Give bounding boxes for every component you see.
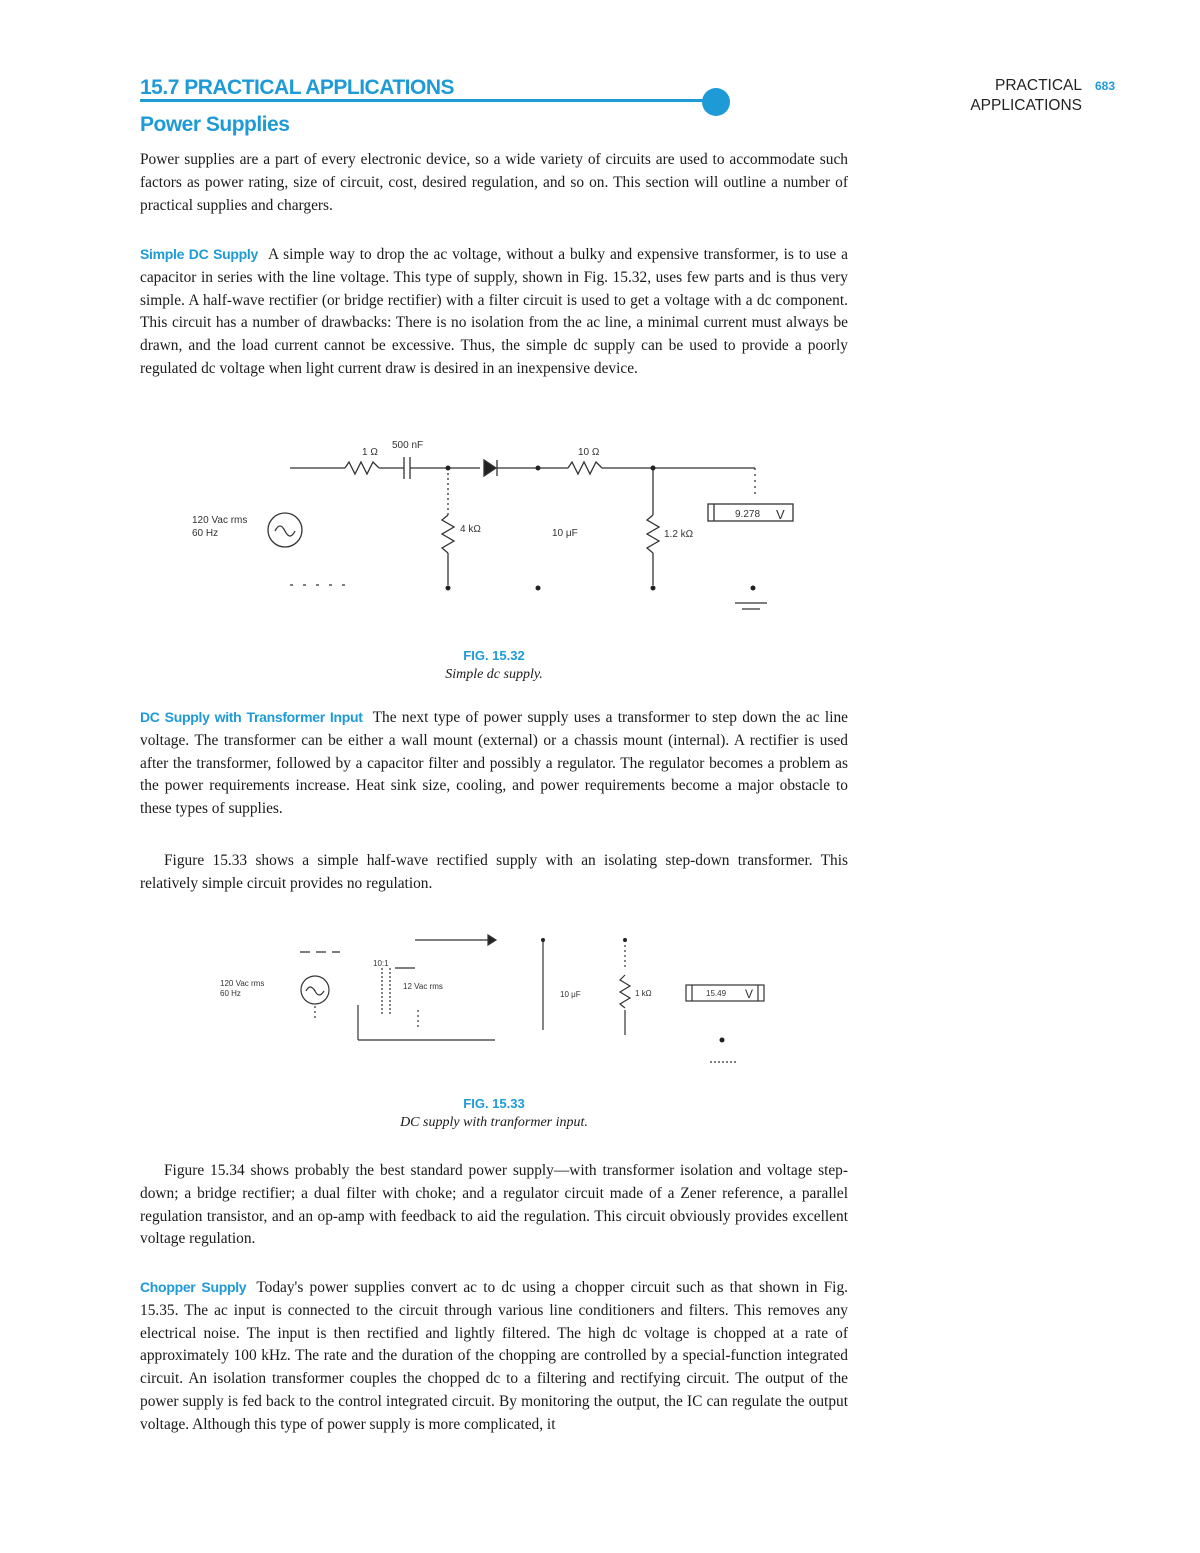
- fig-15-32-caption: Simple dc supply.: [445, 667, 543, 682]
- fig-15-34-paragraph: Figure 15.34 shows probably the best standard power supply—with transformer isolation and voltage step-down; a bridge rectifier; a dual filter with choke; and a regulator circuit made of a Zener reference, a parallel regulation transistor, and an op-amp with feedback to aid the regulation. This circuit obviously provides excellent voltage regulation.: [140, 1162, 848, 1248]
- section-title: 15.7 PRACTICAL APPLICATIONS: [140, 76, 454, 99]
- subsection-title: Power Supplies: [140, 113, 290, 136]
- fig33-c-filter-label: 10 μF: [560, 990, 581, 999]
- fig33-source-frequency: 60 Hz: [220, 989, 241, 998]
- fig-15-33-caption: DC supply with tranformer input.: [400, 1115, 588, 1130]
- transformer-paragraph-2: Figure 15.33 shows a simple half-wave rectified supply with an isolating step-down transformer. This relatively simple circuit provides no regulation.: [140, 852, 848, 892]
- fig32-meter-unit: V: [776, 507, 785, 522]
- fig33-r-load-label: 1 kΩ: [635, 989, 652, 998]
- running-head: PRACTICAL APPLICATIONS: [970, 77, 1082, 114]
- fig32-c-filter-label: 10 μF: [552, 528, 578, 539]
- simple-dc-paragraph: [140, 243, 848, 381]
- fig-15-33-schematic: [210, 930, 770, 1080]
- fig-15-32-caption-block: [140, 648, 848, 683]
- fig33-meter-unit: V: [745, 987, 754, 1001]
- fig33-source-voltage: 120 Vac rms: [220, 979, 265, 988]
- transformer-paragraph-1: [140, 706, 848, 821]
- fig32-source-voltage: 120 Vac rms: [192, 515, 248, 526]
- chopper-text: Today's power supplies convert ac to dc using a chopper circuit such as that shown in Fig. 15.35. The ac input is connected to the circuit through various line conditioners and filters. This removes any electrical noise. The input is then rectified and lightly filtered. The high dc voltage is chopped at a rate of approximately 100 kHz. The rate and the duration of the chopping are controlled by a special-function integrated circuit. An isolation transformer couples the chopped dc to a filtering and rectifying circuit. The output of the power supply is fed back to the control integrated circuit. By monitoring the output, the IC can regulate the output voltage. Although this type of power supply is more complicated, it: [140, 1279, 849, 1433]
- fig32-source-frequency: 60 Hz: [192, 528, 219, 539]
- chopper-heading: Chopper Supply: [140, 1279, 247, 1295]
- fig-15-32-number: FIG. 15.32: [463, 648, 525, 663]
- fig32-meter-reading: 9.278: [735, 509, 761, 520]
- intro-paragraph: Power supplies are a part of every electronic device, so a wide variety of circuits are used to accommodate such factors as power rating, size of circuit, cost, desired regulation, and so on. This section will outline a number of practical supplies and chargers.: [140, 151, 848, 214]
- section-rule: [140, 99, 710, 102]
- fig-15-32-schematic: [170, 435, 810, 625]
- simple-dc-text: A simple way to drop the ac voltage, without a bulky and expensive transformer, is to use a capacitor in series with the line voltage. This type of supply, shown in Fig. 15.32, uses few parts and is thus very simple. A half-wave rectifier (or bridge rectifier) with a filter circuit is used to get a voltage with a dc component. This circuit has a number of drawbacks: There is no isolation from the ac line, a minimal current must always be drawn, and the load current cannot be excessive. Thus, the simple dc supply can be used to provide a poorly regulated dc voltage when light current draw is desired in an inexpensive device.: [140, 246, 848, 377]
- fig32-cap-label: 500 nF: [392, 440, 424, 451]
- section-bullet-dot: [702, 88, 730, 116]
- fig33-secondary-voltage: 12 Vac rms: [403, 982, 443, 991]
- fig32-r-series-label: 10 Ω: [578, 447, 600, 458]
- fig33-meter-reading: 15.49: [706, 989, 727, 998]
- fig32-r1-label: 1 Ω: [362, 447, 378, 458]
- fig-15-33-caption-block: [140, 1096, 848, 1131]
- fig-15-33-number: FIG. 15.33: [463, 1096, 525, 1111]
- chopper-paragraph: [140, 1276, 848, 1437]
- transformer-text-1: The next type of power supply uses a transformer to step down the ac line voltage. The transformer can be either a wall mount (external) or a chassis mount (internal). A rectifier is used after the transformer, followed by a capacitor filter and possibly a regulator. The regulator becomes a problem as the power requirements increase. Heat sink size, cooling, and power requirements become a major obstacle to these types of supplies.: [140, 709, 848, 818]
- fig32-r-shunt-label: 4 kΩ: [460, 524, 481, 535]
- page-number: 683: [1095, 79, 1116, 93]
- simple-dc-heading: Simple DC Supply: [140, 246, 258, 262]
- transformer-heading: DC Supply with Transformer Input: [140, 709, 363, 725]
- fig32-r-load-label: 1.2 kΩ: [664, 529, 694, 540]
- fig33-turns-ratio: 10:1: [373, 959, 389, 968]
